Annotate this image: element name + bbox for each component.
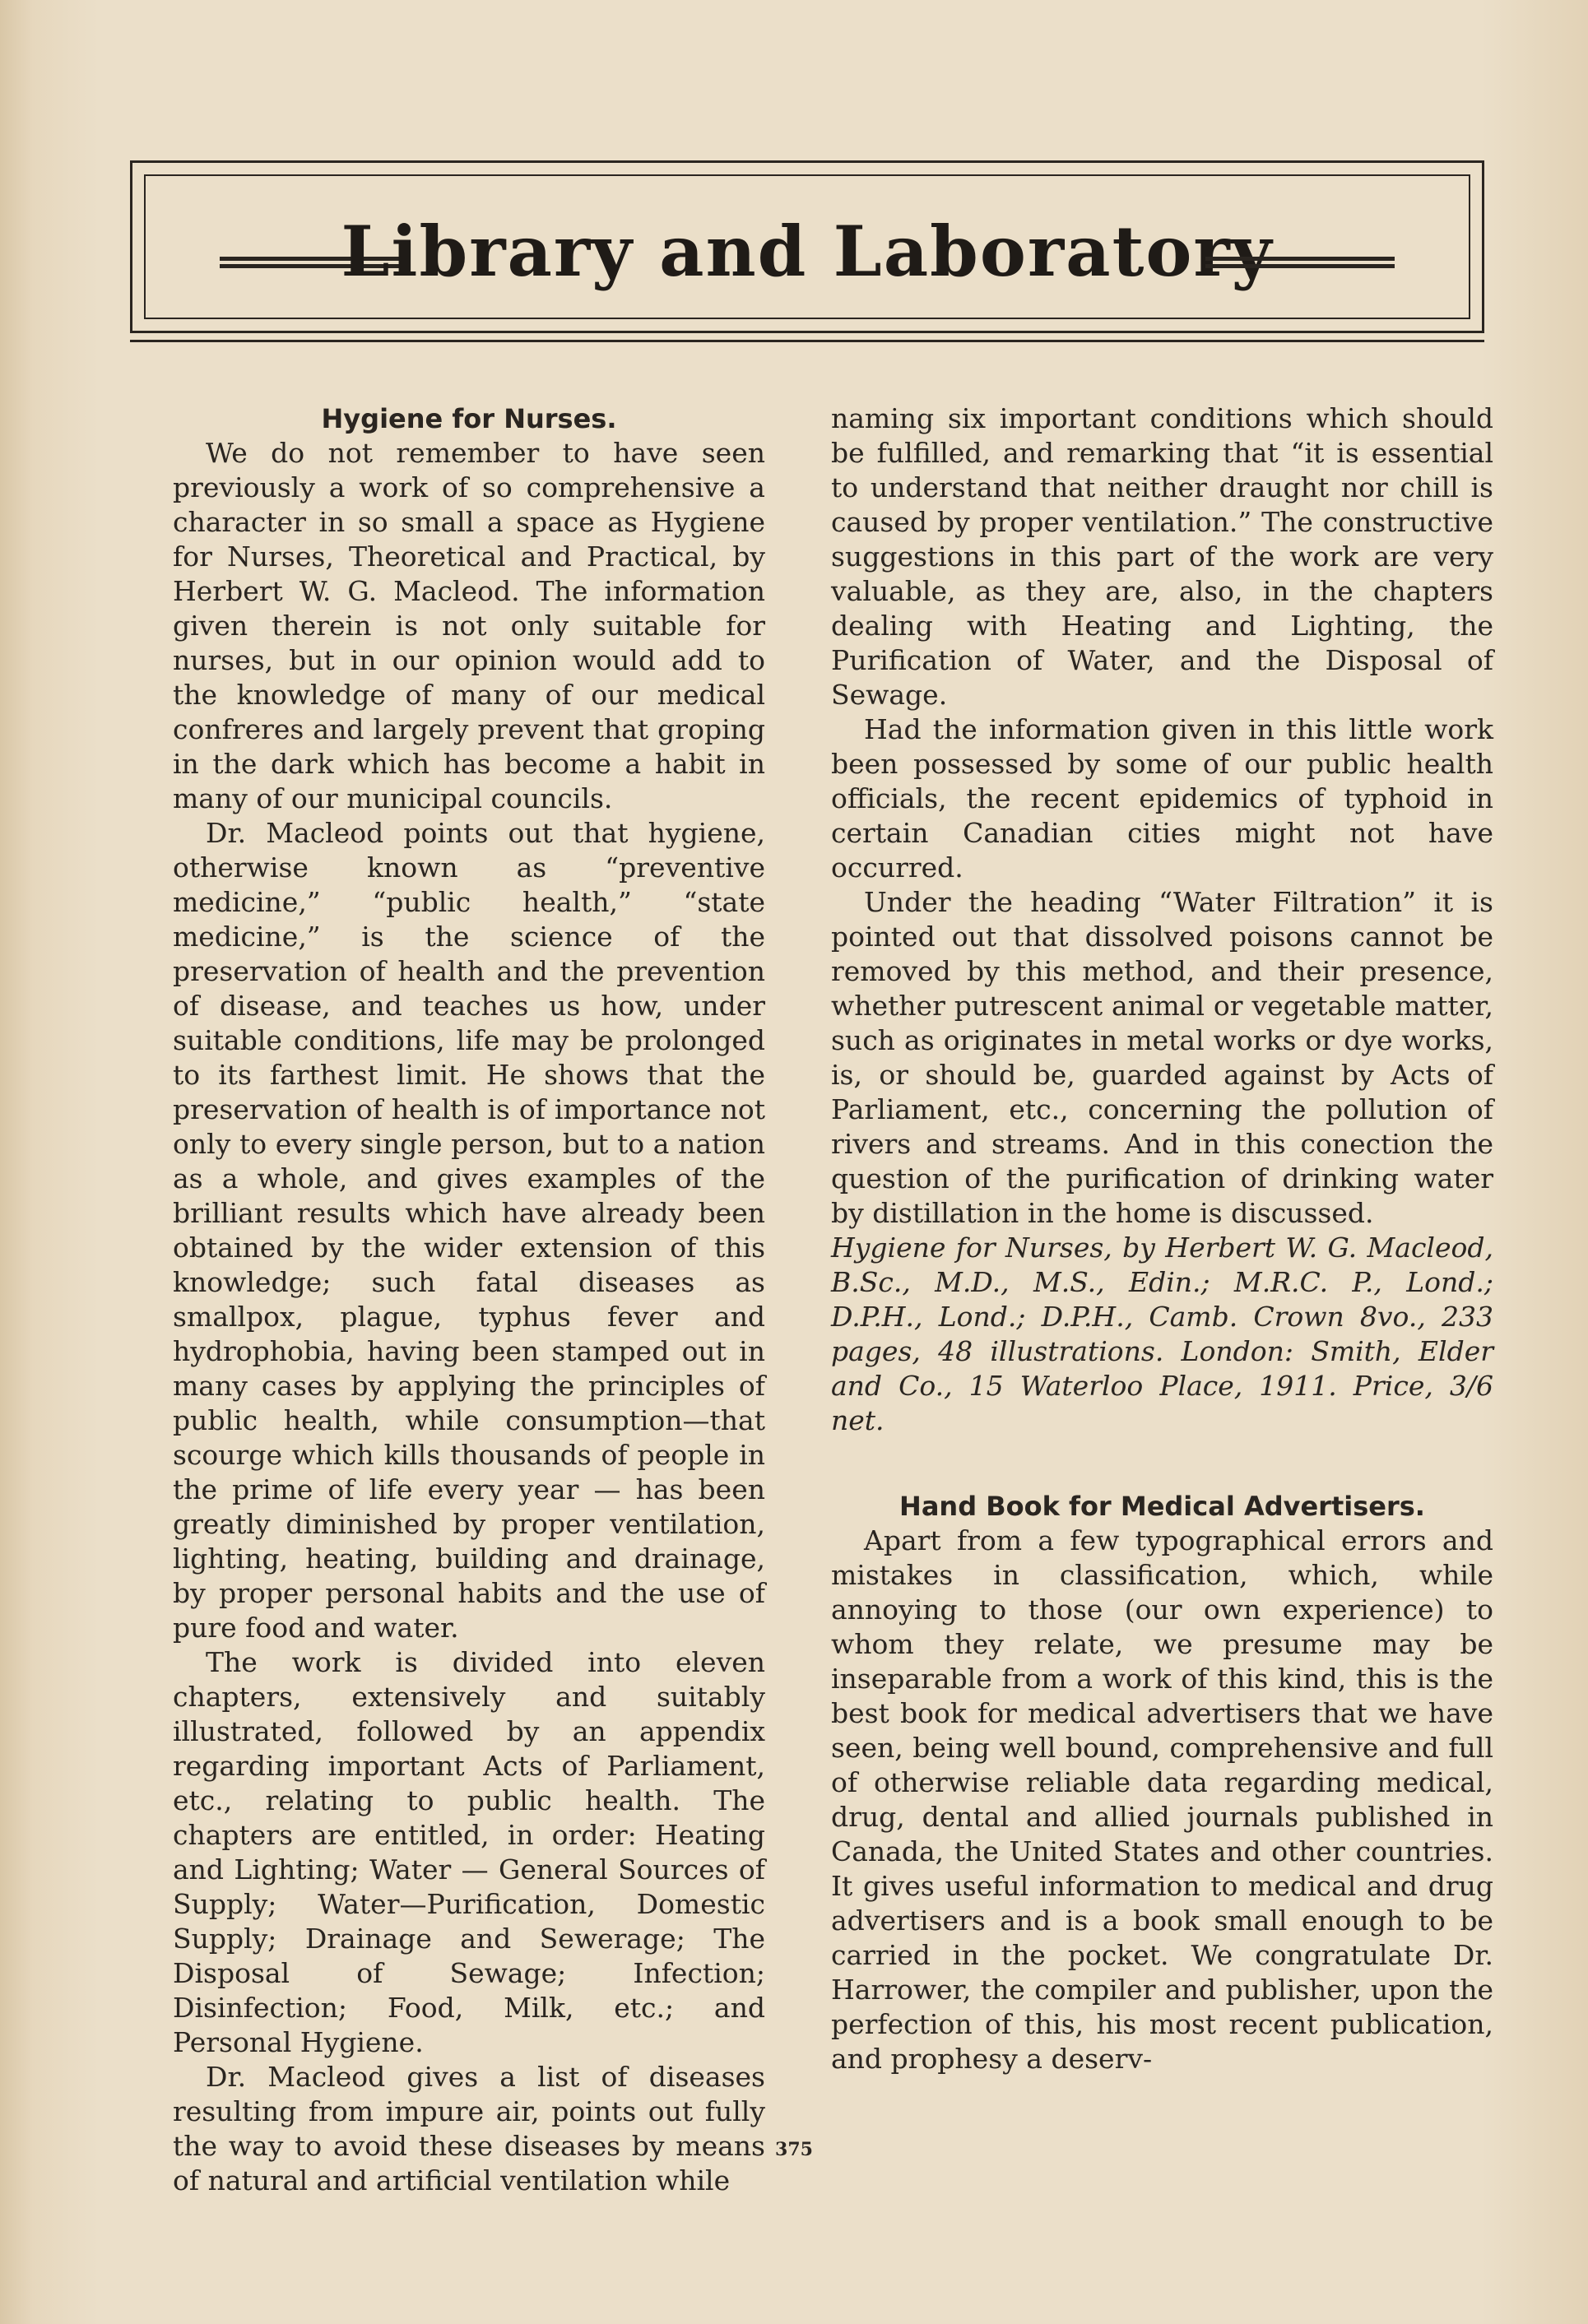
right-column: [831, 401, 1493, 2076]
page-number: 375: [775, 2139, 813, 2160]
header-rule: [130, 340, 1484, 342]
paragraph: The work is divided into eleven chapters, extensively and suitably illustrated, followed by an appendix regarding important Acts of Parliament, etc., relating to public health. The chapters are entitled, in order: Heating and Lighting; Water — General Sources of Supply; Water—Purification, Domestic Supply; Drainage and Sewerage; The Disposal of Sewage; Infection; Disinfection; Food, Milk, etc.; and Personal Hygiene.: [173, 1646, 765, 2058]
left-column: [173, 401, 765, 2198]
header-frame: [130, 160, 1484, 333]
paragraph: Dr. Macleod points out that hygiene, otherwise known as “preventive medicine,” “public health,” “state medicine,” is the science of the preservation of health and the prevention of disease, and teaches us how, under suitable conditions, life may be prolonged to its farthest limit. He shows that the preservation of health is of importance not only to every single person, but to a nation as a whole, and gives examples of the brilliant results which have already been obtained by the wider extension of this knowledge; such fatal diseases as smallpox, plague, typhus fever and hydrophobia, having been stamped out in many cases by applying the principles of public health, while consumption—that scourge which kills thousands of people in the prime of life every year — has been greatly diminished by proper ventilation, lighting, heating, building and drainage, by proper personal habits and the use of pure food and water.: [173, 817, 765, 1644]
paragraph: Under the heading “Water Filtration” it is pointed out that dissolved poisons cannot be removed by this method, and their presence, whether putrescent animal or vegetable matter, such as originates in metal works or dye works, is, or should be, guarded against by Acts of Parliament, etc., concerning the pollution of rivers and streams. And in this conection the question of the purification of drinking water by distillation in the home is discussed.: [831, 886, 1493, 1229]
paragraph: Apart from a few typographical errors and mistakes in classification, which, while annoying to those (our own experience) to whom they relate, we presume may be inseparable from a work of this kind, this is the best book for medical advertisers that we have seen, being well bound, comprehensive and full of otherwise reliable data regarding medical, drug, dental and allied journals published in Canada, the United States and other countries. It gives useful information to medical and drug advertisers and is a book small enough to be carried in the pocket. We congratulate Dr. Harrower, the compiler and publisher, upon the perfection of this, his most recent publication, and prophesy a deserv-: [831, 1524, 1493, 2075]
article-heading: Hygiene for Nurses.: [321, 403, 617, 434]
section-title: Library and Laboratory: [341, 211, 1274, 292]
paragraph: Had the information given in this little work been possessed by some of our public health officials, the recent epidemics of typhoid in certain Canadian cities might not have occurred.: [831, 713, 1493, 884]
header-inner-border: [144, 174, 1470, 319]
article-heading-2: Hand Book for Medical Advertisers.: [899, 1491, 1425, 1522]
paragraph: Dr. Macleod gives a list of diseases resulting from impure air, points out fully the way to avoid these diseases by means of natural and artificial ventilation while: [173, 2061, 765, 2196]
paragraph: naming six important conditions which should be fulfilled, and remarking that “it is essential to understand that neither draught nor chill is caused by proper ventilation.” The constructive suggestions in this part of the work are very valuable, as they are, also, in the chapters dealing with Heating and Lighting, the Purification of Water, and the Disposal of Sewage.: [831, 402, 1493, 711]
header-ornament-right: [1205, 257, 1395, 268]
paragraph: We do not remember to have seen previously a work of so comprehensive a character in so small a space as Hygiene for Nurses, Theoretical and Practical, by Herbert W. G. Macleod. The information given therein is not only suitable for nurses, but in our opinion would add to the knowledge of many of our medical confreres and largely prevent that groping in the dark which has become a habit in many of our municipal councils.: [173, 437, 765, 814]
book-citation: Hygiene for Nurses, by Herbert W. G. Macleod, B.Sc., M.D., M.S., Edin.; M.R.C. P., Lond.; D.P.H., Lond.; D.P.H., Camb. Crown 8vo., 233 pages, 48 illustrations. London: Smith, Elder and Co., 15 Waterloo Place, 1911. Price, 3/6 net.: [831, 1232, 1493, 1436]
